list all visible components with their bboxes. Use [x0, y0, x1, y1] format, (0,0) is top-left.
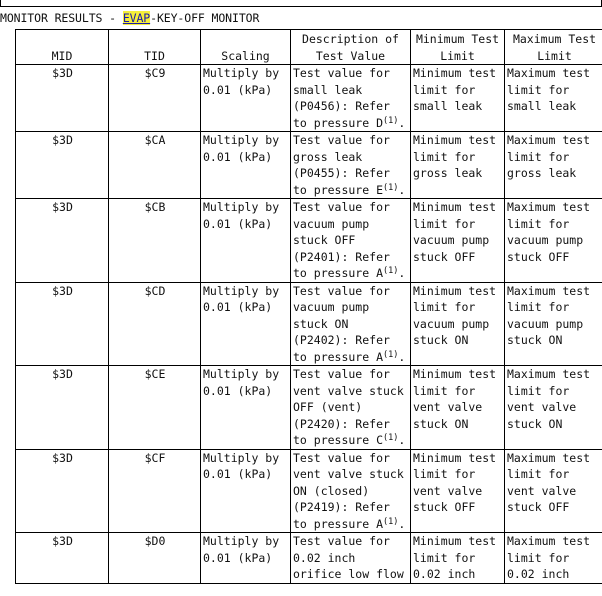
description-text: Test value for	[293, 283, 390, 298]
tid-value: $CF	[144, 450, 166, 465]
min-limit-text: 0.02 inch	[413, 567, 476, 581]
min-limit-text: limit for	[413, 216, 476, 231]
tid-value: $D0	[144, 534, 166, 548]
cell-tid	[109, 199, 201, 283]
max-limit-text: limit for	[507, 550, 570, 565]
description-text: to pressure A	[293, 516, 384, 531]
cell-mid	[16, 449, 109, 533]
scaling-text: Multiply by	[203, 367, 280, 381]
min-limit-text: Minimum test	[413, 66, 497, 80]
min-limit-text: limit for	[413, 82, 476, 97]
description-text: (P2401): Refer	[293, 249, 390, 264]
description-text: (P2419): Refer	[293, 500, 390, 514]
max-limit-text: vacuum pump	[507, 316, 584, 331]
description-text: OFF (vent)	[293, 400, 363, 414]
description-text: to pressure C	[293, 433, 384, 447]
description-text: Test value for	[293, 66, 390, 80]
description-text: to pressure E	[293, 182, 384, 197]
cell-min-limit	[411, 533, 505, 584]
cell-max-limit	[505, 65, 602, 132]
footnote-ref: (1)	[383, 266, 399, 276]
table-row	[16, 282, 602, 366]
description-text: .	[398, 182, 406, 197]
scaling-text: Multiply by	[203, 133, 280, 147]
max-limit-text: limit for	[507, 216, 570, 231]
cell-mid	[16, 132, 109, 199]
mid-value: $3D	[52, 534, 73, 548]
max-limit-text: vent valve	[507, 400, 577, 414]
monitor-results-table	[15, 29, 602, 584]
footnote-ref: (1)	[383, 182, 399, 193]
description-text: (P0456): Refer	[293, 99, 390, 113]
table-row	[16, 366, 602, 450]
min-limit-text: stuck ON	[413, 333, 469, 347]
max-limit-text: vacuum pump	[507, 233, 584, 247]
cell-tid	[109, 533, 201, 584]
footnote-ref: (1)	[383, 115, 399, 126]
min-limit-text: limit for	[413, 149, 476, 164]
scaling-text: Multiply by	[203, 450, 280, 465]
cell-mid	[16, 366, 109, 450]
description-text: small leak	[293, 82, 363, 97]
cell-tid	[109, 366, 201, 450]
description-text: .	[398, 433, 406, 447]
table-row	[16, 199, 602, 283]
cell-tid	[109, 132, 201, 199]
min-limit-text: Minimum test	[413, 200, 497, 214]
min-limit-text: gross leak	[413, 166, 483, 180]
col-header-tid: TID	[109, 30, 201, 65]
cell-description	[291, 132, 411, 199]
min-limit-text: stuck OFF	[413, 249, 476, 264]
description-text: Test value for	[293, 450, 390, 465]
table-row	[16, 449, 602, 533]
description-text: vent valve stuck	[293, 467, 404, 481]
mid-value: $3D	[52, 133, 73, 147]
description-text: Test value for	[293, 200, 390, 214]
cell-max-limit	[505, 199, 602, 283]
min-limit-text: limit for	[413, 550, 476, 565]
scaling-text: Multiply by	[203, 534, 280, 548]
heading-prefix: MONITOR RESULTS -	[0, 11, 123, 25]
max-limit-text: stuck ON	[507, 416, 563, 431]
max-limit-text: Maximum test	[507, 66, 591, 80]
min-limit-text: limit for	[413, 467, 476, 481]
scaling-text: Multiply by	[203, 200, 280, 214]
description-text: stuck OFF	[293, 233, 356, 247]
min-limit-text: vacuum pump	[413, 233, 490, 247]
min-limit-text: vent valve	[413, 400, 483, 414]
description-text: stuck ON	[293, 316, 349, 331]
cell-min-limit	[411, 366, 505, 450]
table-row	[16, 65, 602, 132]
min-limit-text: stuck OFF	[413, 500, 476, 514]
scaling-text: 0.01 (kPa)	[203, 550, 273, 565]
max-limit-text: Maximum test	[507, 450, 591, 465]
cell-description	[291, 449, 411, 533]
max-limit-text: stuck OFF	[507, 249, 570, 264]
tid-value: $C9	[144, 66, 166, 80]
tid-value: $CB	[144, 200, 166, 214]
col-header-description: Description of Test Value	[291, 30, 411, 65]
cell-min-limit	[411, 449, 505, 533]
description-text: Test value for	[293, 534, 390, 548]
min-limit-text: limit for	[413, 383, 476, 398]
cell-max-limit	[505, 533, 602, 584]
scaling-text: 0.01 (kPa)	[203, 149, 273, 164]
max-limit-text: Maximum test	[507, 534, 591, 548]
cell-scaling	[201, 533, 291, 584]
mid-value: $3D	[52, 66, 73, 80]
cell-description	[291, 366, 411, 450]
cell-tid	[109, 449, 201, 533]
table-header-row	[16, 30, 602, 65]
cell-min-limit	[411, 65, 505, 132]
footnote-ref: (1)	[383, 516, 399, 527]
description-text: .	[398, 266, 406, 280]
evap-link[interactable]: EVAP	[122, 11, 151, 25]
mid-value: $3D	[52, 367, 73, 381]
cell-mid	[16, 533, 109, 584]
min-limit-text: Minimum test	[413, 450, 497, 465]
description-text: (P0455): Refer	[293, 166, 390, 180]
max-limit-text: vent valve	[507, 483, 577, 498]
description-text: vacuum pump	[293, 216, 370, 231]
description-text: (P2402): Refer	[293, 333, 390, 347]
cell-min-limit	[411, 132, 505, 199]
col-header-mid: MID	[16, 30, 109, 65]
max-limit-text: limit for	[507, 82, 570, 97]
max-limit-text: limit for	[507, 300, 570, 314]
description-text: .	[398, 516, 406, 531]
min-limit-text: stuck ON	[413, 416, 469, 431]
max-limit-text: limit for	[507, 149, 570, 164]
cell-min-limit	[411, 282, 505, 366]
max-limit-text: small leak	[507, 99, 577, 113]
cell-description	[291, 199, 411, 283]
min-limit-text: Minimum test	[413, 133, 497, 147]
cell-scaling	[201, 282, 291, 366]
cell-mid	[16, 199, 109, 283]
max-limit-text: stuck OFF	[507, 500, 570, 514]
cell-scaling	[201, 132, 291, 199]
table-row	[16, 132, 602, 199]
description-text: vent valve stuck	[293, 383, 404, 398]
min-limit-text: vent valve	[413, 483, 483, 498]
min-limit-text: limit for	[413, 300, 476, 314]
max-limit-text: 0.02 inch	[507, 567, 570, 581]
mid-value: $3D	[52, 450, 73, 465]
table-row	[16, 533, 602, 584]
description-text: .	[398, 349, 406, 364]
col-header-max-limit: Maximum Test Limit	[505, 30, 602, 65]
min-limit-text: Minimum test	[413, 367, 497, 381]
footnote-ref: (1)	[383, 349, 399, 360]
scaling-text: 0.01 (kPa)	[203, 82, 273, 97]
cell-min-limit	[411, 199, 505, 283]
description-text: 0.02 inch	[293, 550, 356, 565]
max-limit-text: limit for	[507, 383, 570, 398]
min-limit-text: small leak	[413, 99, 483, 113]
cell-description	[291, 533, 411, 584]
table-body	[16, 65, 602, 584]
description-text: ON (closed)	[293, 483, 370, 498]
description-text: to pressure A	[293, 266, 384, 280]
min-limit-text: Minimum test	[413, 534, 497, 548]
scaling-text: 0.01 (kPa)	[203, 383, 273, 398]
scaling-text: 0.01 (kPa)	[203, 300, 273, 314]
mid-value: $3D	[52, 283, 73, 298]
cell-scaling	[201, 199, 291, 283]
description-text: orifice low flow	[293, 567, 404, 581]
cell-scaling	[201, 449, 291, 533]
cell-max-limit	[505, 366, 602, 450]
heading-suffix: -KEY-OFF MONITOR	[150, 11, 260, 25]
scaling-text: Multiply by	[203, 66, 280, 80]
max-limit-text: Maximum test	[507, 133, 591, 147]
cell-description	[291, 282, 411, 366]
max-limit-text: gross leak	[507, 166, 577, 180]
description-text: Test value for	[293, 367, 390, 381]
min-limit-text: Minimum test	[413, 283, 497, 298]
top-rule	[0, 0, 602, 7]
description-text: gross leak	[293, 149, 363, 164]
footnote-ref: (1)	[383, 433, 399, 443]
max-limit-text: stuck ON	[507, 333, 563, 347]
cell-mid	[16, 65, 109, 132]
section-heading	[0, 11, 259, 26]
tid-value: $CA	[144, 133, 166, 147]
scaling-text: Multiply by	[203, 283, 280, 298]
cell-tid	[109, 65, 201, 132]
col-header-min-limit: Minimum Test Limit	[411, 30, 505, 65]
description-text: vacuum pump	[293, 300, 370, 314]
cell-max-limit	[505, 449, 602, 533]
cell-description	[291, 65, 411, 132]
cell-scaling	[201, 65, 291, 132]
max-limit-text: Maximum test	[507, 200, 591, 214]
tid-value: $CE	[144, 367, 166, 381]
cell-mid	[16, 282, 109, 366]
description-text: to pressure D	[293, 115, 384, 130]
max-limit-text: Maximum test	[507, 283, 591, 298]
scaling-text: 0.01 (kPa)	[203, 216, 273, 231]
cell-scaling	[201, 366, 291, 450]
min-limit-text: vacuum pump	[413, 316, 490, 331]
mid-value: $3D	[52, 200, 73, 214]
scaling-text: 0.01 (kPa)	[203, 467, 273, 481]
description-text: (P2420): Refer	[293, 416, 390, 431]
description-text: .	[398, 115, 406, 130]
col-header-scaling: Scaling	[201, 30, 291, 65]
max-limit-text: Maximum test	[507, 367, 591, 381]
cell-max-limit	[505, 132, 602, 199]
description-text: to pressure A	[293, 349, 384, 364]
cell-tid	[109, 282, 201, 366]
cell-max-limit	[505, 282, 602, 366]
description-text: Test value for	[293, 133, 390, 147]
tid-value: $CD	[144, 283, 166, 298]
max-limit-text: limit for	[507, 467, 570, 481]
